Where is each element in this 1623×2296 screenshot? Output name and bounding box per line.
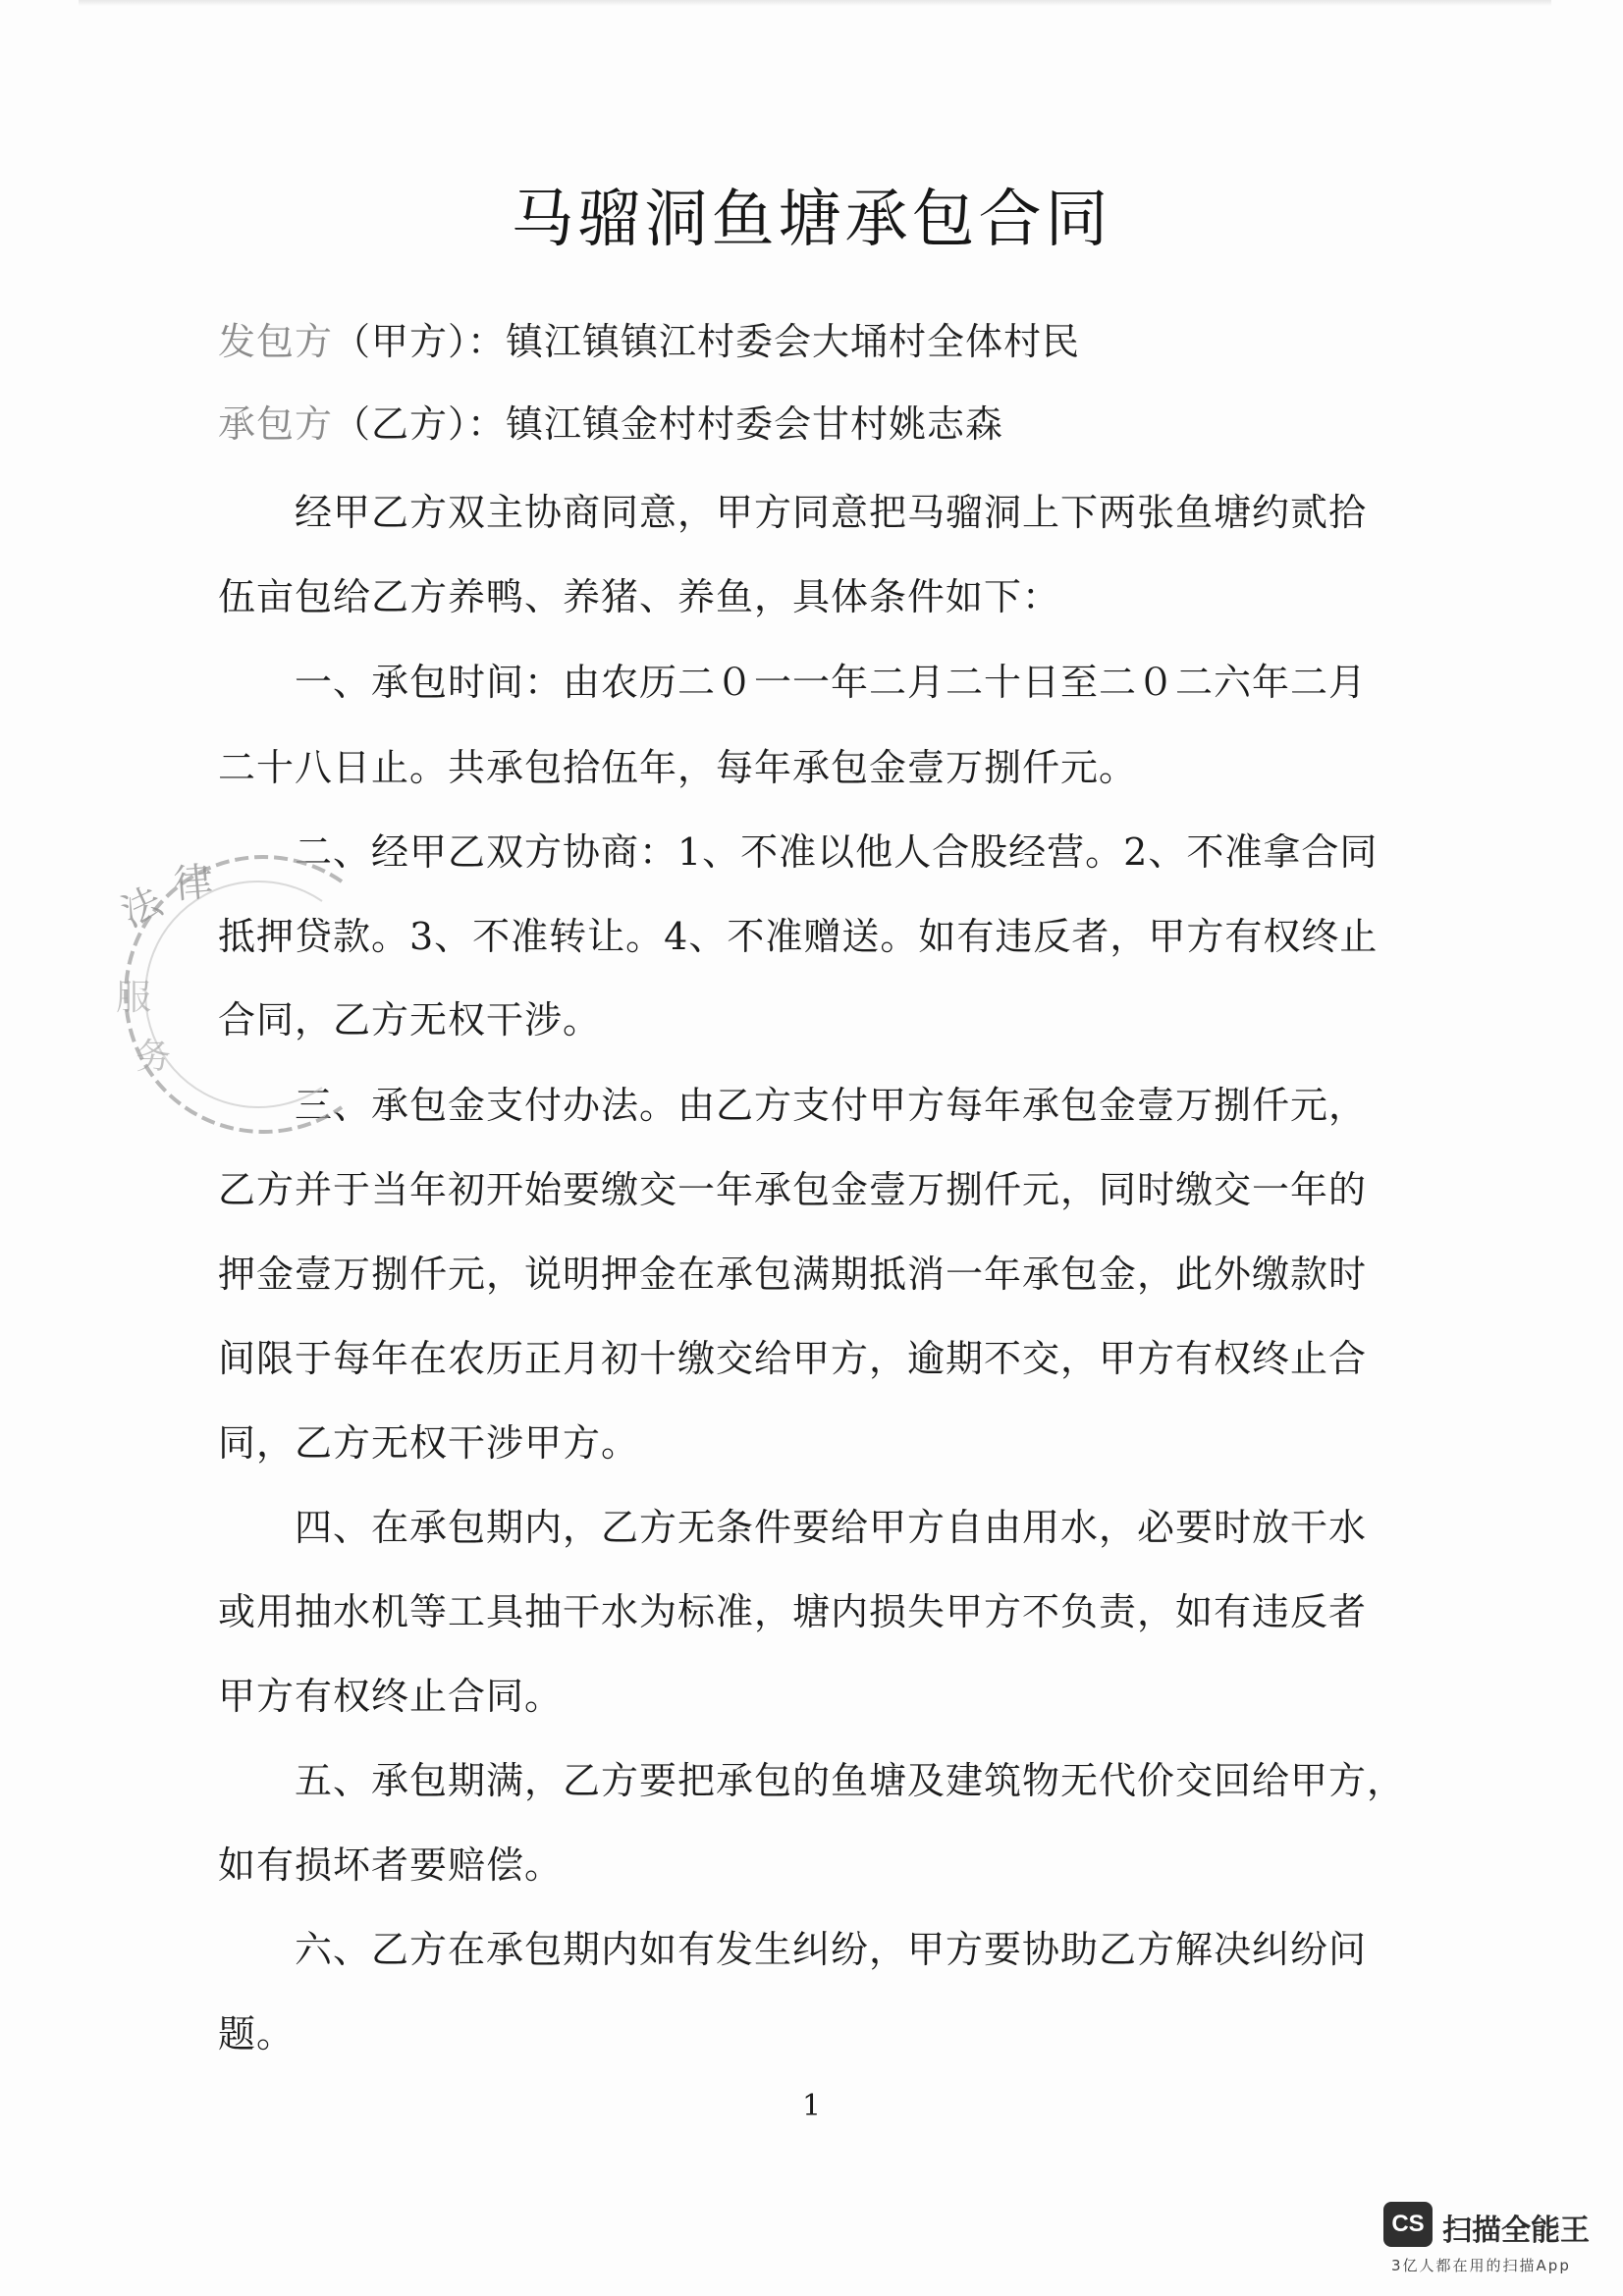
party-b-label: 承包方: [218, 402, 334, 446]
svg-text:法: 法: [114, 879, 170, 936]
seal-stamp-icon: [106, 842, 361, 1137]
body-line: 合同，乙方无权干涉。: [218, 998, 602, 1041]
body-line: 一、承包时间：由农历二０一一年二月二十日至二０二六年二月: [295, 661, 1368, 704]
scanner-watermark: [1383, 2198, 1599, 2276]
body-line: 或用抽水机等工具抽干水为标准，塘内损失甲方不负责，如有违反者: [218, 1590, 1368, 1633]
party-a-label-rest: （甲方）：: [333, 320, 507, 363]
party-b-label-rest: （乙方）：: [333, 402, 507, 446]
svg-text:律: 律: [171, 859, 215, 908]
party-b-line: [218, 400, 1003, 449]
body-line: 甲方有权终止合同。: [218, 1675, 564, 1718]
document-title: 马骝洞鱼塘承包合同: [511, 184, 1112, 256]
party-b-value: 镇江镇金村村委会甘村姚志森: [506, 402, 1004, 446]
party-a-value: 镇江镇镇江村委会大埇村全体村民: [506, 320, 1081, 363]
svg-text:服: 服: [116, 978, 152, 1018]
body-line: 抵押贷款。3、不准转让。4、不准赠送。如有违反者，甲方有权终止: [218, 915, 1379, 958]
party-a-label: 发包方: [218, 320, 334, 363]
body-line: 间限于每年在农历正月初十缴交给甲方，逾期不交，甲方有权终止合: [218, 1337, 1368, 1380]
body-line: 三、承包金支付办法。由乙方支付甲方每年承包金壹万捌仟元，: [295, 1084, 1368, 1127]
party-a-line: [218, 317, 1080, 366]
svg-text:务: 务: [135, 1037, 172, 1077]
page-number: 1: [801, 2089, 822, 2123]
scanner-tagline: 3亿人都在用的扫描App: [1391, 2257, 1571, 2274]
body-line: 经甲乙方双主协商同意，甲方同意把马骝洞上下两张鱼塘约贰拾: [295, 491, 1368, 534]
body-line: 押金壹万捌仟元，说明押金在承包满期抵消一年承包金，此外缴款时: [218, 1253, 1368, 1296]
body-line: 乙方并于当年初开始要缴交一年承包金壹万捌仟元，同时缴交一年的: [218, 1168, 1368, 1211]
scanner-app-name: 扫描全能王: [1442, 2214, 1590, 2248]
body-line: 如有损坏者要赔偿。: [218, 1843, 564, 1887]
body-line: 六、乙方在承包期内如有发生纠纷，甲方要协助乙方解决纠纷问: [295, 1928, 1368, 1971]
body-line: 五、承包期满，乙方要把承包的鱼塘及建筑物无代价交回给甲方，: [295, 1759, 1406, 1802]
body-line: 同，乙方无权干涉甲方。: [218, 1421, 640, 1465]
body-line: 四、在承包期内，乙方无条件要给甲方自由用水，必要时放干水: [295, 1506, 1368, 1549]
body-line: 题。: [218, 2012, 296, 2056]
body-line: 二、经甲乙双方协商：1、不准以他人合股经营。2、不准拿合同: [295, 830, 1379, 874]
body-line: 二十八日止。共承包拾伍年，每年承包金壹万捌仟元。: [218, 746, 1138, 789]
scanner-logo-icon: CS: [1383, 2202, 1433, 2247]
body-line: 伍亩包给乙方养鸭、养猪、养鱼，具体条件如下：: [218, 575, 1061, 618]
scan-edge: [79, 0, 1551, 6]
